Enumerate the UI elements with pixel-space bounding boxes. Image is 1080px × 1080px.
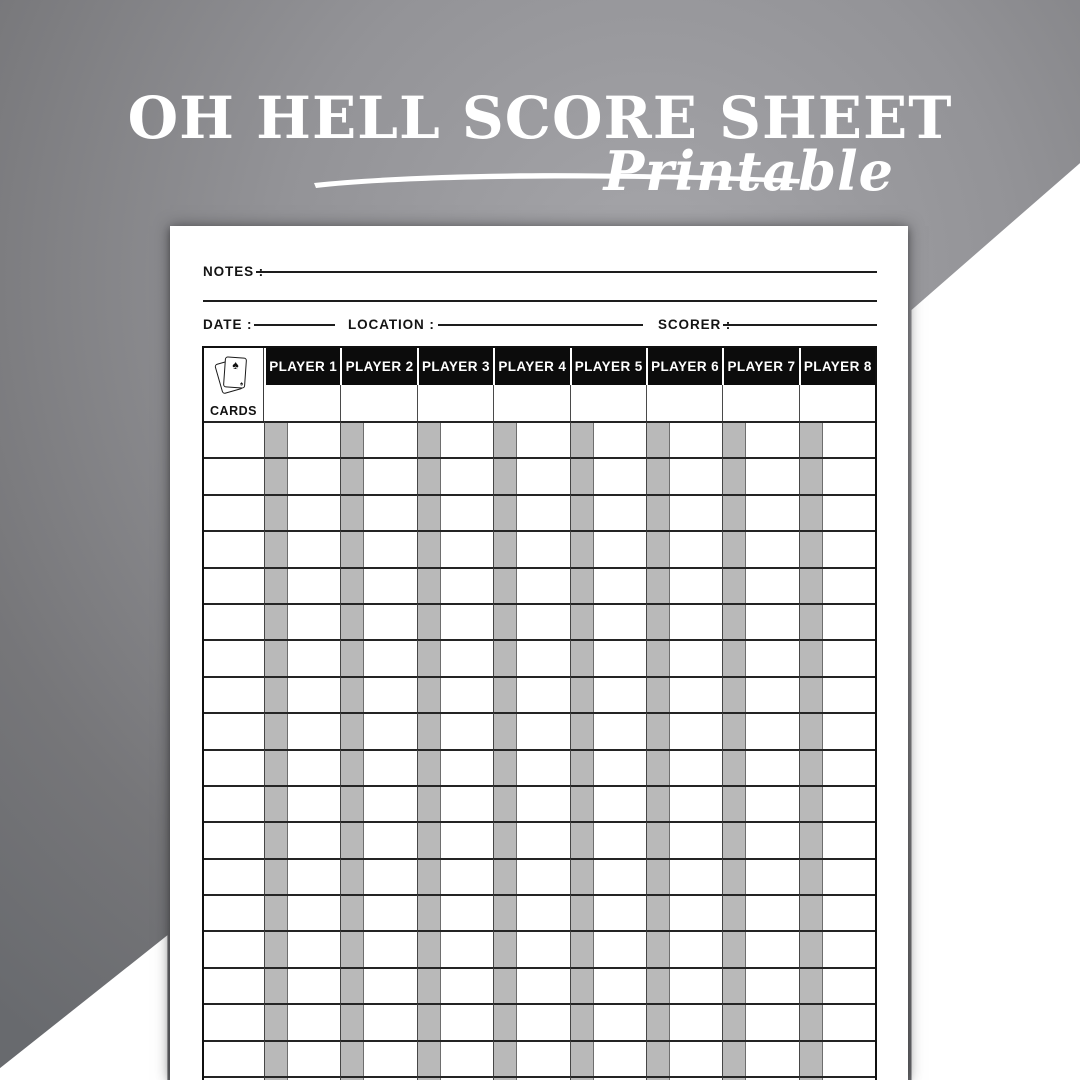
score-cell <box>417 712 493 748</box>
score-cell <box>264 639 340 675</box>
score-cell <box>799 1076 875 1080</box>
location-label: LOCATION : <box>348 317 435 332</box>
score-cell <box>264 421 340 457</box>
page-subtitle: Printable <box>603 139 894 203</box>
cards-round-cell <box>204 457 264 493</box>
score-cell <box>417 749 493 785</box>
score-cell <box>264 967 340 1003</box>
score-cell <box>799 676 875 712</box>
scorer-line <box>723 324 877 326</box>
score-cell <box>264 894 340 930</box>
score-cell <box>340 530 416 566</box>
cards-round-cell <box>204 894 264 930</box>
score-cell <box>340 603 416 639</box>
page-title: OH HELL SCORE SHEET <box>127 84 953 152</box>
score-cell <box>340 894 416 930</box>
score-cell <box>722 785 798 821</box>
score-cell <box>493 1040 569 1076</box>
score-cell <box>722 603 798 639</box>
score-cell <box>417 421 493 457</box>
score-cell <box>722 567 798 603</box>
playing-cards-spade-icon <box>215 355 253 399</box>
score-cell <box>722 712 798 748</box>
score-cell <box>646 785 722 821</box>
cards-round-cell <box>204 821 264 857</box>
score-cell <box>799 494 875 530</box>
score-cell <box>417 603 493 639</box>
score-cell <box>722 530 798 566</box>
score-cell <box>264 603 340 639</box>
score-cell <box>340 567 416 603</box>
score-sheet-paper <box>170 226 908 1080</box>
notes-line <box>256 271 877 273</box>
score-cell <box>340 494 416 530</box>
score-cell <box>646 749 722 785</box>
cards-round-cell <box>204 858 264 894</box>
score-cell <box>646 494 722 530</box>
score-cell <box>646 421 722 457</box>
score-cell <box>722 930 798 966</box>
score-cell <box>264 785 340 821</box>
score-cell <box>417 858 493 894</box>
score-cell <box>722 894 798 930</box>
score-cell <box>340 639 416 675</box>
player-header-7: PLAYER 7 <box>722 348 798 385</box>
score-cell <box>722 749 798 785</box>
cards-round-cell <box>204 639 264 675</box>
score-cell <box>722 858 798 894</box>
cards-round-cell <box>204 1040 264 1076</box>
score-cell <box>722 821 798 857</box>
score-cell <box>722 967 798 1003</box>
score-cell <box>493 930 569 966</box>
score-cell <box>493 858 569 894</box>
score-cell <box>264 821 340 857</box>
score-cell <box>570 967 646 1003</box>
score-cell <box>570 639 646 675</box>
cards-round-cell <box>204 530 264 566</box>
score-table <box>202 346 877 1080</box>
score-cell <box>799 603 875 639</box>
score-cell <box>570 567 646 603</box>
score-cell <box>722 1076 798 1080</box>
score-cell <box>493 749 569 785</box>
score-cell <box>646 457 722 493</box>
score-cell <box>417 785 493 821</box>
score-cell <box>493 494 569 530</box>
player-header-1: PLAYER 1 <box>264 348 340 385</box>
player-header-6: PLAYER 6 <box>646 348 722 385</box>
score-cell <box>340 821 416 857</box>
score-cell <box>493 894 569 930</box>
score-cell <box>799 712 875 748</box>
cards-round-cell <box>204 785 264 821</box>
score-cell <box>799 1003 875 1039</box>
score-cell <box>340 749 416 785</box>
score-cell <box>417 457 493 493</box>
score-cell <box>264 1003 340 1039</box>
score-cell <box>264 567 340 603</box>
cards-round-cell <box>204 1076 264 1080</box>
score-cell <box>799 749 875 785</box>
player-header-4: PLAYER 4 <box>493 348 569 385</box>
score-cell <box>646 1003 722 1039</box>
score-cell <box>264 930 340 966</box>
cards-round-cell <box>204 967 264 1003</box>
score-cell <box>570 749 646 785</box>
score-cell <box>417 639 493 675</box>
score-cell <box>493 567 569 603</box>
score-cell <box>722 1040 798 1076</box>
score-cell <box>340 1076 416 1080</box>
location-line <box>438 324 643 326</box>
score-cell <box>570 457 646 493</box>
score-cell <box>340 1003 416 1039</box>
score-cell <box>493 712 569 748</box>
score-cell <box>264 457 340 493</box>
score-cell <box>799 530 875 566</box>
score-cell <box>646 858 722 894</box>
score-cell <box>493 1076 569 1080</box>
score-cell <box>417 967 493 1003</box>
score-cell <box>340 457 416 493</box>
score-cell <box>493 603 569 639</box>
spade-icon: ♠ <box>231 357 239 373</box>
player-header-3: PLAYER 3 <box>417 348 493 385</box>
player-header-8: PLAYER 8 <box>799 348 875 385</box>
cards-round-cell <box>204 749 264 785</box>
player-name-cell <box>646 385 722 421</box>
score-cell <box>722 421 798 457</box>
cards-round-cell <box>204 421 264 457</box>
score-cell <box>799 567 875 603</box>
score-cell <box>570 603 646 639</box>
score-cell <box>417 530 493 566</box>
card-front-icon <box>222 356 246 388</box>
player-name-cell <box>264 385 340 421</box>
score-cell <box>799 785 875 821</box>
cards-round-cell <box>204 603 264 639</box>
score-cell <box>799 858 875 894</box>
score-cell <box>264 530 340 566</box>
score-cell <box>570 712 646 748</box>
score-cell <box>417 1040 493 1076</box>
score-cell <box>264 1076 340 1080</box>
score-cell <box>570 1076 646 1080</box>
score-cell <box>646 712 722 748</box>
score-cell <box>570 530 646 566</box>
score-cell <box>264 494 340 530</box>
player-name-cell <box>493 385 569 421</box>
cards-round-cell <box>204 712 264 748</box>
notes-line-2 <box>203 300 877 302</box>
score-cell <box>722 1003 798 1039</box>
player-name-cell <box>340 385 416 421</box>
score-cell <box>417 494 493 530</box>
score-cell <box>264 858 340 894</box>
score-cell <box>799 639 875 675</box>
score-cell <box>340 967 416 1003</box>
date-line <box>254 324 335 326</box>
score-cell <box>722 457 798 493</box>
score-cell <box>646 930 722 966</box>
score-cell <box>493 785 569 821</box>
scorer-label: SCORER : <box>658 317 732 332</box>
score-cell <box>570 894 646 930</box>
score-cell <box>570 1003 646 1039</box>
cards-round-cell <box>204 567 264 603</box>
score-cell <box>340 1040 416 1076</box>
player-name-cell <box>722 385 798 421</box>
score-cell <box>417 821 493 857</box>
score-cell <box>799 421 875 457</box>
player-header-2: PLAYER 2 <box>340 348 416 385</box>
score-cell <box>722 639 798 675</box>
score-cell <box>799 967 875 1003</box>
score-cell <box>799 821 875 857</box>
score-cell <box>799 894 875 930</box>
score-cell <box>417 894 493 930</box>
cards-label: CARDS <box>210 404 257 418</box>
score-cell <box>264 749 340 785</box>
score-cell <box>493 1003 569 1039</box>
cards-round-cell <box>204 676 264 712</box>
score-cell <box>264 1040 340 1076</box>
score-cell <box>570 821 646 857</box>
cards-round-cell <box>204 494 264 530</box>
score-cell <box>264 676 340 712</box>
score-cell <box>493 530 569 566</box>
score-cell <box>493 821 569 857</box>
score-cell <box>417 567 493 603</box>
player-name-cell <box>799 385 875 421</box>
score-cell <box>722 494 798 530</box>
score-cell <box>417 1076 493 1080</box>
player-name-cell <box>570 385 646 421</box>
score-cell <box>340 930 416 966</box>
cards-corner-cell <box>204 348 264 421</box>
score-cell <box>799 930 875 966</box>
score-cell <box>570 494 646 530</box>
score-cell <box>340 712 416 748</box>
spade-small-icon: ♠ <box>239 381 243 388</box>
score-cell <box>646 967 722 1003</box>
score-cell <box>570 421 646 457</box>
player-header-5: PLAYER 5 <box>570 348 646 385</box>
score-cell <box>340 858 416 894</box>
cards-round-cell <box>204 1003 264 1039</box>
score-cell <box>646 894 722 930</box>
score-cell <box>722 676 798 712</box>
score-cell <box>799 1040 875 1076</box>
score-cell <box>493 639 569 675</box>
score-cell <box>493 967 569 1003</box>
score-cell <box>570 1040 646 1076</box>
score-cell <box>799 457 875 493</box>
score-cell <box>417 676 493 712</box>
score-cell <box>646 1040 722 1076</box>
score-cell <box>646 530 722 566</box>
date-label: DATE : <box>203 317 253 332</box>
score-cell <box>417 1003 493 1039</box>
score-cell <box>417 930 493 966</box>
score-cell <box>340 676 416 712</box>
notes-label: NOTES : <box>203 264 265 279</box>
score-cell <box>340 421 416 457</box>
score-cell <box>493 421 569 457</box>
score-cell <box>570 785 646 821</box>
player-name-cell <box>417 385 493 421</box>
score-cell <box>493 457 569 493</box>
score-cell <box>646 821 722 857</box>
score-cell <box>340 785 416 821</box>
score-cell <box>570 676 646 712</box>
score-cell <box>646 676 722 712</box>
score-cell <box>646 567 722 603</box>
score-cell <box>646 639 722 675</box>
score-cell <box>646 1076 722 1080</box>
score-cell <box>570 858 646 894</box>
score-cell <box>493 676 569 712</box>
score-cell <box>646 603 722 639</box>
score-cell <box>264 712 340 748</box>
cards-round-cell <box>204 930 264 966</box>
score-cell <box>570 930 646 966</box>
